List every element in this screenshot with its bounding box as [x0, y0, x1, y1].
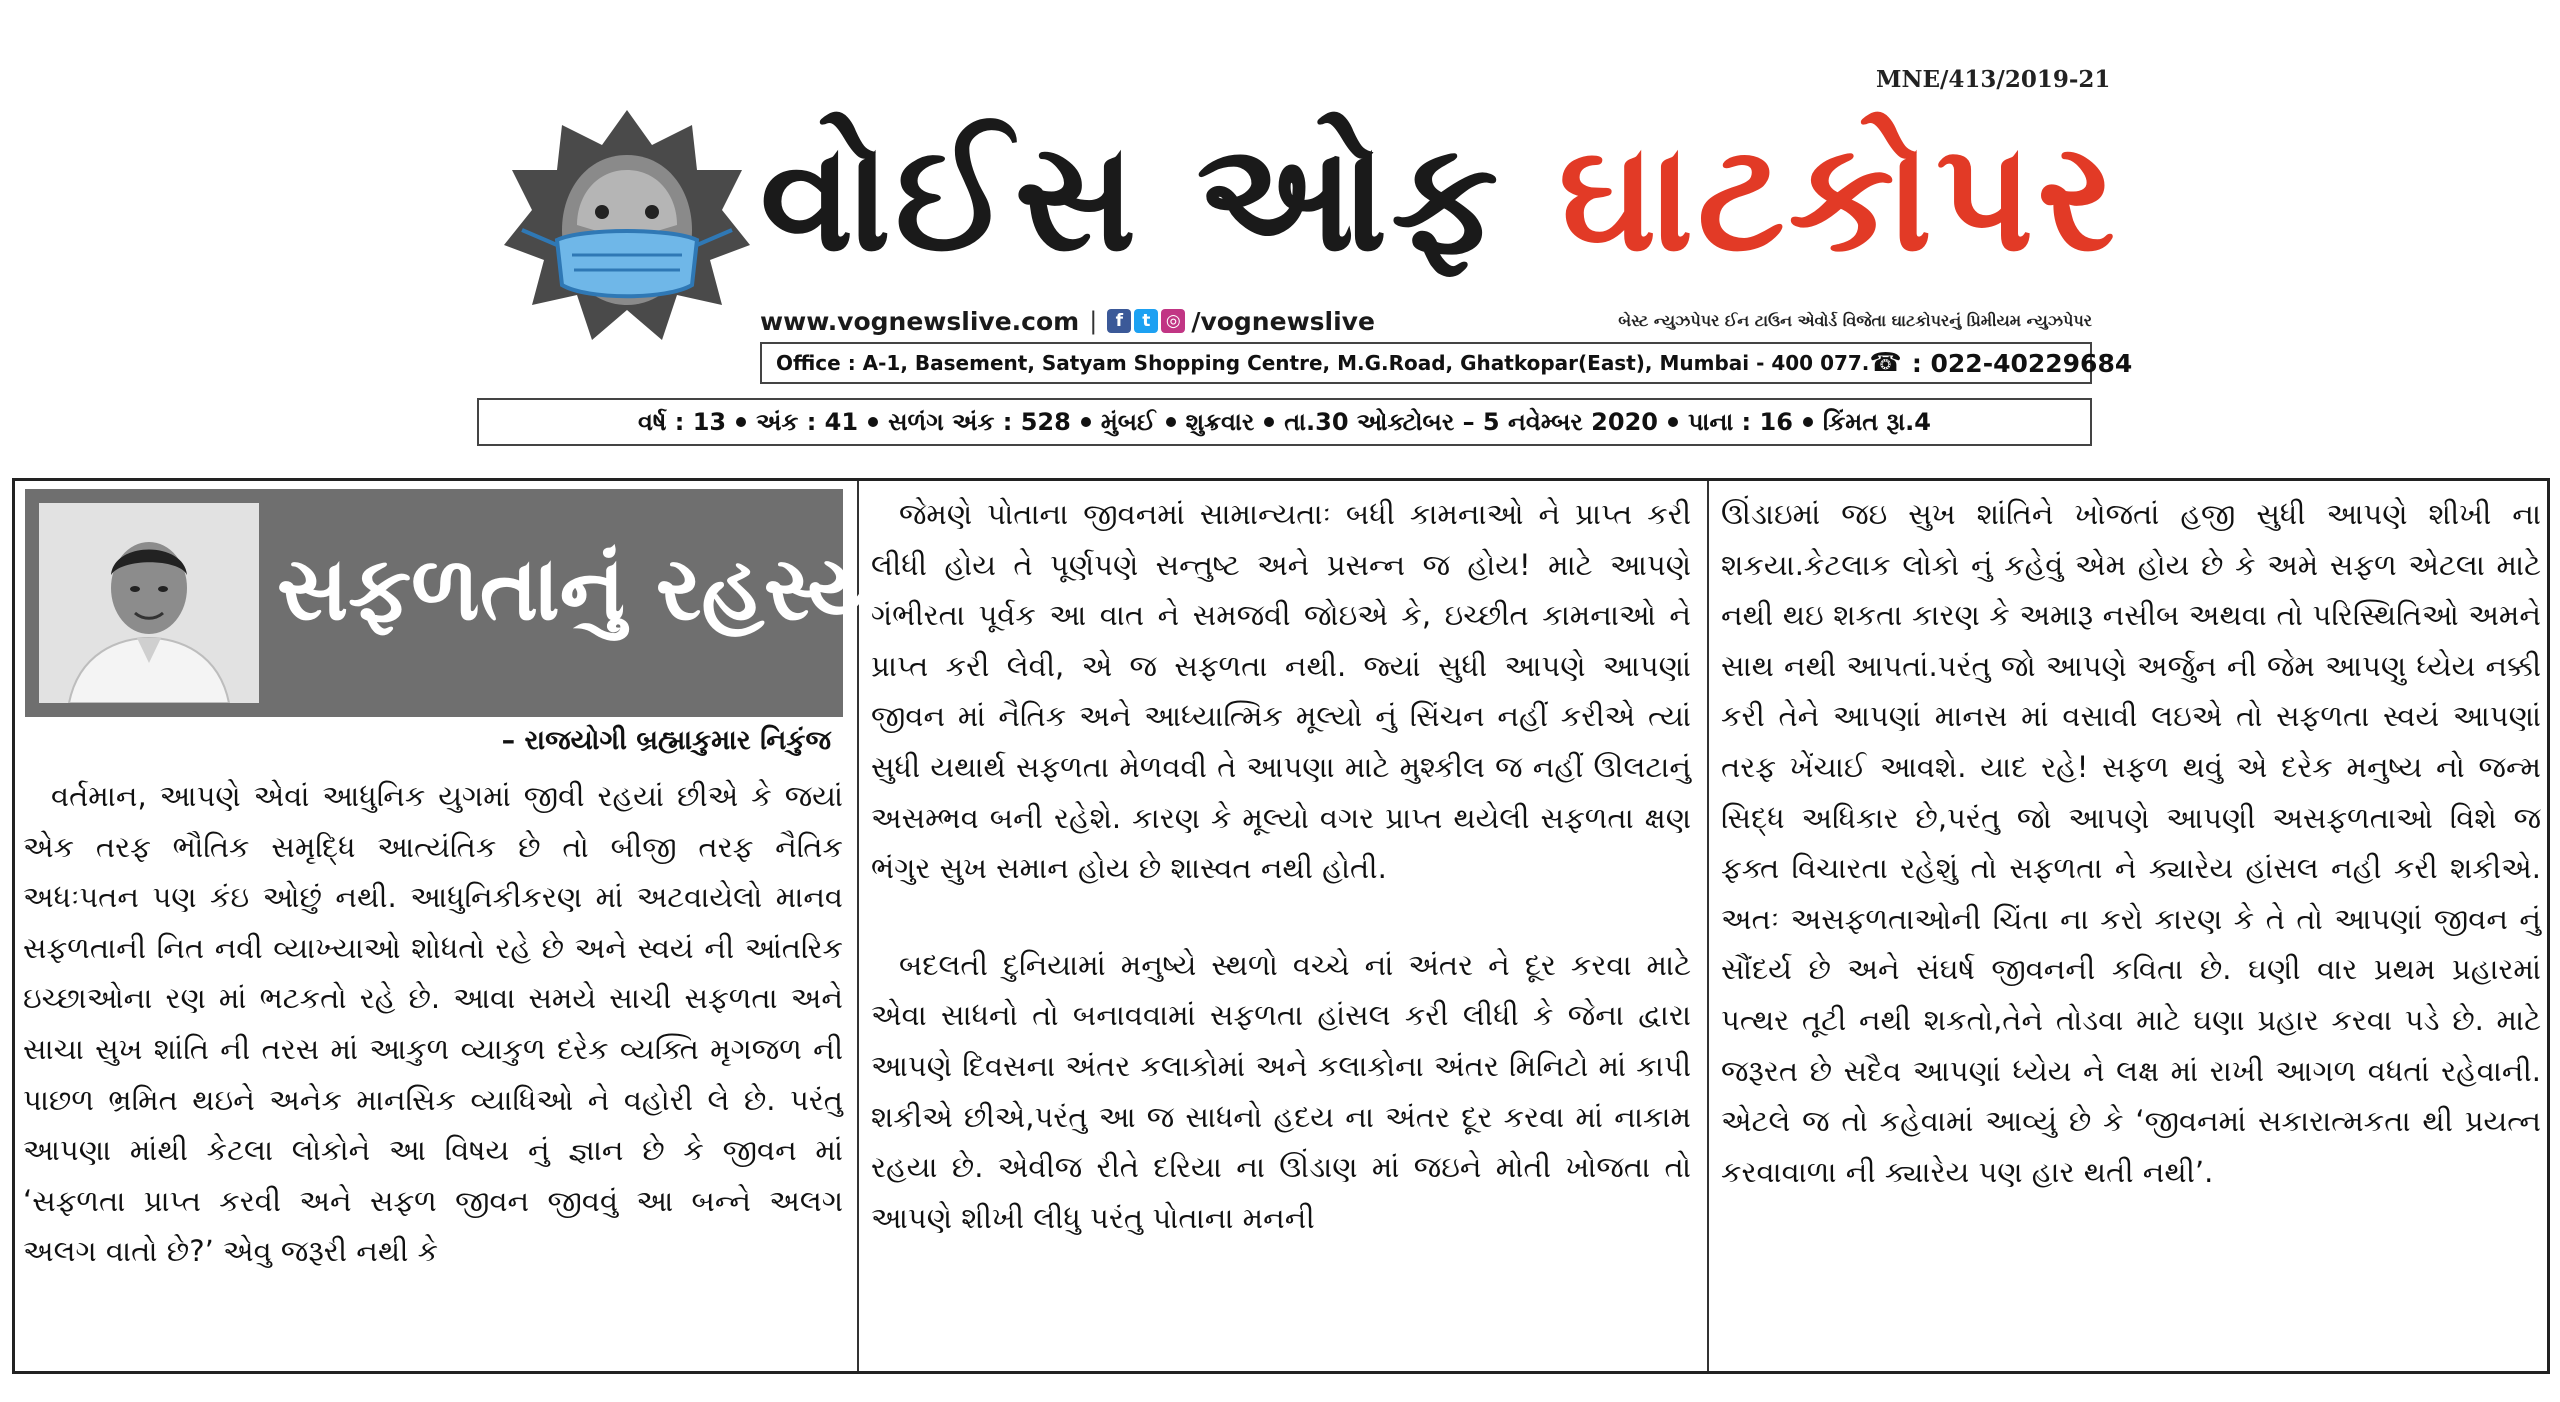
issue-info-bar	[477, 398, 2092, 446]
phone-icon: ☎	[1869, 348, 1902, 378]
article-paragraph: જેમણે પોતાના જીવનમાં સામાન્યતાઃ બધી કામનાઓ ને પ્રાપ્ત કરી લીધી હોય તે પૂર્ણપણે સન્તુષ્ટ અને પ્રસન્ન જ હોય! માટે આપણે ગંભીરતા પૂર્વક આ વાત ને સમજવી જોઇએ કે, ઇચ્છીત કામનાઓ ને પ્રાપ્ત કરી લેવી, એ જ સફળતા નથી. જ્યાં સુધી આપણે આપણાં જીવન માં નૈતિક અને આધ્યાત્મિક મૂલ્યો નું સિંચન નહીં કરીએ ત્યાં સુધી યથાર્થ સફળતા મેળવવી તે આપણા માટે મુશ્કીલ જ નહીં ઊલટાનું અસમ્ભવ બની રહેશે. કારણ કે મૂલ્યો વગર પ્રાપ્ત થયેલી સફળતા ક્ષણ ભંગુર સુખ સમાન હોય છે શાસ્વત નથી હોતી.	[871, 497, 1691, 886]
column-divider	[1707, 481, 1709, 1371]
issue-number: અંક : 41	[756, 408, 859, 436]
registration-number: MNE/413/2019-21	[1876, 66, 2111, 93]
separator: |	[1089, 307, 1098, 335]
paragraph-gap	[871, 894, 1691, 940]
article-column-2	[871, 489, 1691, 1243]
office-address: Office : A-1, Basement, Satyam Shopping Centre, M.G.Road, Ghatkopar(East), Mumbai - 400 077.	[776, 351, 1870, 375]
bullet-icon	[736, 417, 746, 427]
tagline: બેસ્ટ ન્યુઝપેપર ઈન ટાઉન એવોર્ડ વિજેતા ઘાટકોપરનું પ્રિમીયમ ન્યુઝપેપર	[1618, 311, 2092, 330]
issue-day: શુક્રવાર	[1185, 408, 1255, 436]
newspaper-title	[760, 108, 2119, 288]
masthead	[0, 0, 2560, 460]
author-photo	[39, 503, 259, 703]
bullet-icon	[1803, 417, 1813, 427]
phone-text: : 022-40229684	[1911, 348, 2133, 378]
bullet-icon	[1166, 417, 1176, 427]
phone-number	[1869, 348, 2132, 378]
bullet-icon	[1264, 417, 1274, 427]
bullet-icon	[868, 417, 878, 427]
issue-date: તા.30 ઓક્ટોબર – 5 નવેમ્બર 2020	[1284, 408, 1658, 436]
article-paragraph: વર્તમાન, આપણે એવાં આધુનિક યુગમાં જીવી રહયાં છીએ કે જયાં એક તરફ ભૌતિક સમૃદ્ધિ આત્યંતિક છે તો બીજી તરફ નૈતિક અધઃપતન પણ કંઇ ઓછું નથી. આધુનિકીકરણ માં અટવાયેલો માનવ સફળતાની નિત નવી વ્યાખ્યાઓ શોધતો રહે છે અને સ્વયં ની આંતરિક ઇચ્છાઓના રણ માં ભટકતો રહે છે. આવા સમયે સાચી સફળતા અને સાચા સુખ શાંતિ ની તરસ માં આકુળ વ્યાકુળ દરેક વ્યક્તિ મૃગજળ ની પાછળ ભ્રમિત થઇને અનેક માનસિક વ્યાધિઓ ને વહોરી લે છે. પરંતુ આપણા માંથી કેટલા લોકોને આ વિષય નું જ્ઞાન છે કે જીવન માં ‘સફળતા પ્રાપ્ત કરવી અને સફળ જીવન જીવવું આ બન્ને અલગ અલગ વાતો છે?’ એવુ જરૂરી નથી કે	[23, 779, 843, 1269]
issue-year: વર્ષ : 13	[638, 408, 727, 436]
issue-pages: પાના : 16	[1687, 408, 1793, 436]
social-handle[interactable]: /vognewslive	[1191, 306, 1375, 336]
lion-mask-logo	[502, 100, 752, 350]
title-part-red: ઘાટકોપર	[1558, 111, 2119, 285]
issue-price: કિંમત રૂા.4	[1822, 408, 1931, 436]
title-part-dark: વોઈસ ઓફ	[760, 111, 1503, 285]
bullet-icon	[1668, 417, 1678, 427]
article-column-1	[23, 771, 843, 1277]
issue-serial: સળંગ અંક : 528	[888, 408, 1071, 436]
twitter-icon[interactable]: t	[1134, 309, 1158, 333]
headline-banner	[25, 489, 880, 717]
article-column-3	[1721, 489, 2541, 1197]
article-frame	[12, 478, 2550, 1374]
contact-line	[760, 304, 2092, 338]
website-link[interactable]: www.vognewslive.com	[760, 306, 1080, 336]
bullet-icon	[1081, 417, 1091, 427]
office-address-box	[760, 342, 2133, 384]
social-icons	[1107, 309, 1185, 333]
article-paragraph: બદલતી દુનિયામાં મનુષ્યે સ્થળો વચ્ચે નાં અંતર ને દૂર કરવા માટે એવા સાધનો તો બનાવવામાં સફળતા હાંસલ કરી લીધી કે જેના દ્વારા આપણે દિવસના અંતર કલાકોમાં અને કલાકોના અંતર મિનિટો માં કાપી શકીએ છીએ,પરંતુ આ જ સાધનો હદય ના અંતર દૂર કરવા માં નાકામ રહયા છે. એવીજ રીતે દરિયા ના ઊંડાણ માં જઇને મોતી ખોજતા તો આપણે શીખી લીધુ પરંતુ પોતાના મનની	[871, 947, 1691, 1235]
issue-city: મુંબઈ	[1100, 408, 1156, 436]
article-headline: સફળતાનું રહસ્ય	[277, 537, 880, 640]
article-paragraph: ઊંડાઇમાં જઇ સુખ શાંતિને ખોજતાં હજી સુધી આપણે શીખી ના શકયા.કેટલાક લોકો નું કહેવું એમ હોય છે કે અમે સફળ એટલા માટે નથી થઇ શકતા કારણ કે અમારૂ નસીબ અથવા તો પરિસ્થિતિઓ અમને સાથ નથી આપતાં.પરંતુ જો આપણે અર્જુન ની જેમ આપણુ ધ્યેય નક્કી કરી તેને આપણાં માનસ માં વસાવી લઇએ તો સફળતા સ્વયં આપણાં તરફ ખેંચાઈ આવશે. યાદ રહે! સફળ થવું એ દરેક મનુષ્ય નો જન્મ સિદ્ધ અધિકાર છે,પરંતુ જો આપણે આપણી અસફળતાઓ વિશે જ ફક્ત વિચારતા રહેશું તો સફળતા ને ક્યારેય હાંસલ નહી કરી શકીએ. અતઃ અસફળતાઓની ચિંતા ના કરો કારણ કે તે તો આપણાં જીવન નું સૌંદર્ય છે અને સંઘર્ષ જીવનની કવિતા છે. ઘણી વાર પ્રથમ પ્રહારમાં પત્થર તૂટી નથી શકતો,તેને તોડવા માટે ઘણા પ્રહાર કરવા પડે છે. માટે જરૂરત છે સદૈવ આપણાં ધ્યેય ને લક્ષ માં રાખી આગળ વધતાં રહેવાની. એટલે જ તો કહેવામાં આવ્યું છે કે ‘જીવનમાં સકારાત્મકતા થી પ્રયત્ન કરવાવાળા ની ક્યારેય પણ હાર થતી નથી’.	[1721, 497, 2541, 1189]
article-byline: – રાજયોગી બ્રહ્માકુમાર નિકુંજ	[501, 725, 831, 756]
instagram-icon[interactable]: ◎	[1161, 309, 1185, 333]
facebook-icon[interactable]: f	[1107, 309, 1131, 333]
